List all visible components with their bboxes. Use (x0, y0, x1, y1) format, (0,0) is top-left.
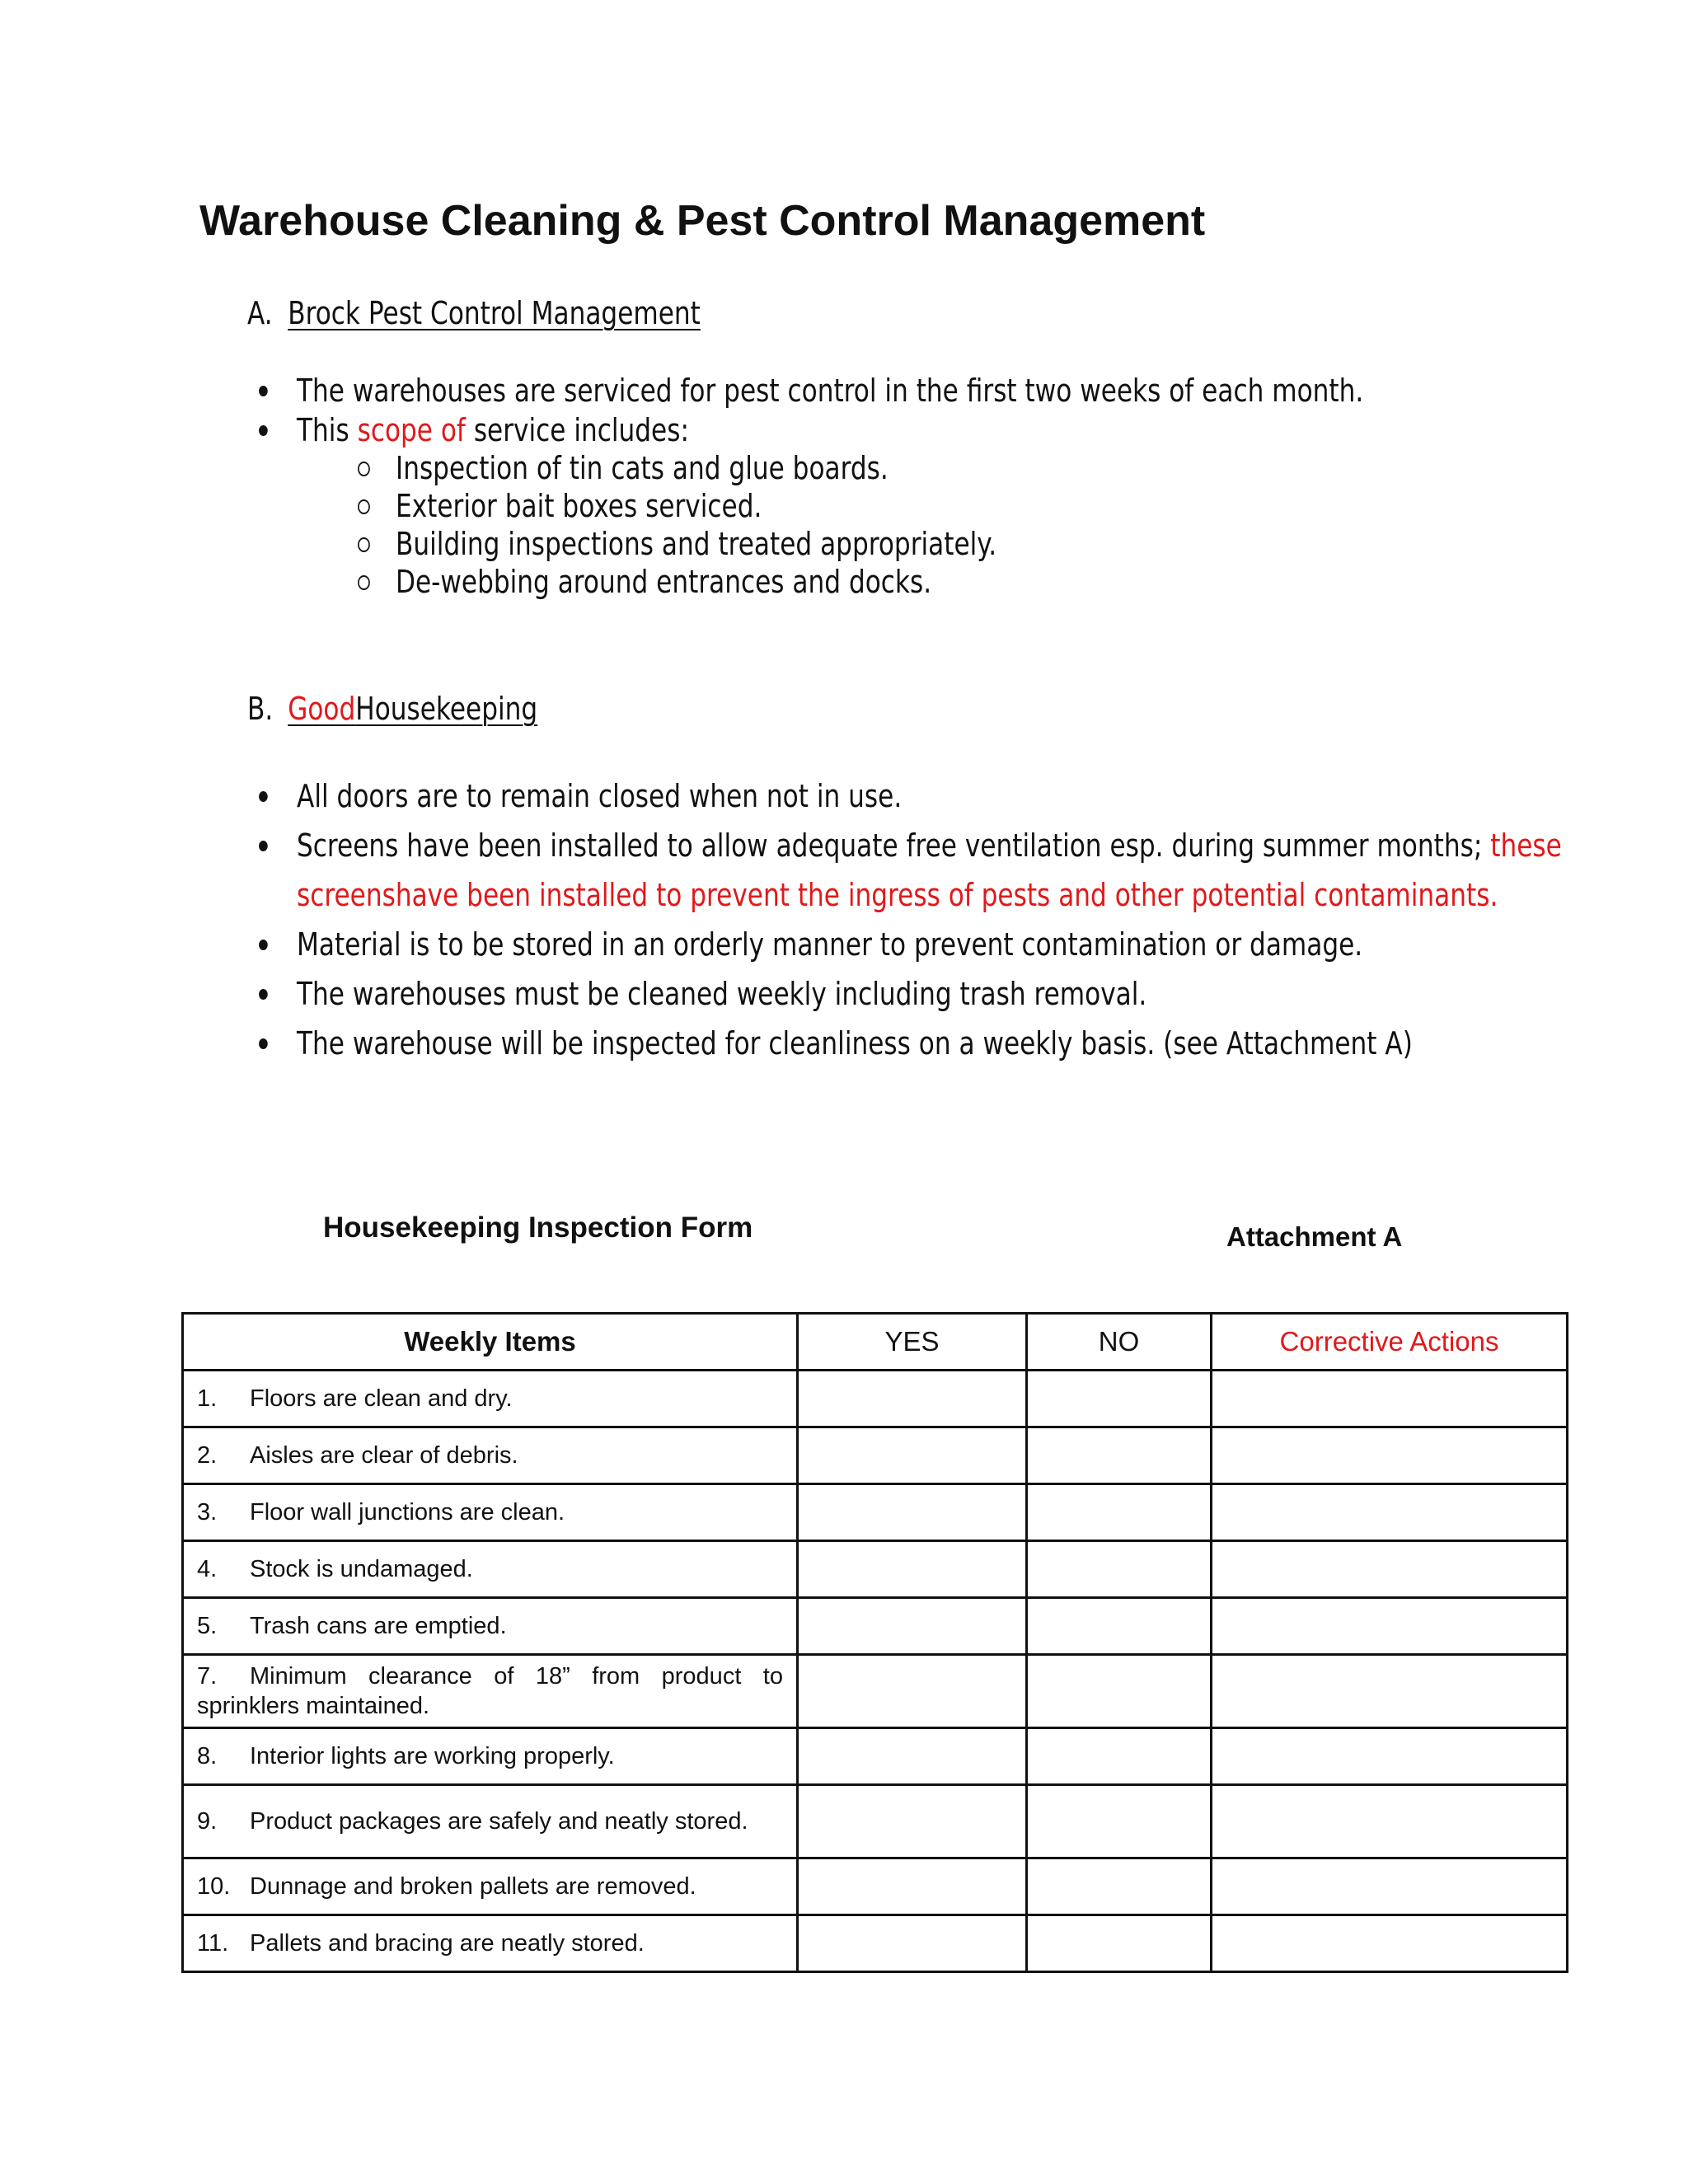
circle-bullet-icon (358, 575, 370, 590)
no-cell[interactable] (1027, 1728, 1212, 1785)
table-header-row (183, 1314, 1568, 1371)
page-title: Warehouse Cleaning & Pest Control Management (199, 197, 1206, 245)
table-row (183, 1655, 1568, 1728)
list-item: The warehouse will be inspected for cleanliness on a weekly basis. (see Attachment A) (297, 1025, 1413, 1062)
sub-list-item: De-webbing around entrances and docks. (396, 564, 931, 600)
item-cell: 3. Floor wall junctions are clean. (183, 1484, 798, 1541)
bullet-icon (259, 940, 268, 950)
col-header-no: NO (1027, 1314, 1212, 1371)
yes-cell[interactable] (798, 1427, 1027, 1484)
action-cell[interactable] (1212, 1541, 1568, 1598)
no-cell[interactable] (1027, 1427, 1212, 1484)
action-cell[interactable] (1212, 1371, 1568, 1427)
action-cell[interactable] (1212, 1598, 1568, 1655)
item-cell: 5. Trash cans are emptied. (183, 1598, 798, 1655)
list-item: All doors are to remain closed when not in use. (297, 778, 902, 814)
section-b-letter: B. (247, 691, 274, 727)
list-item: The warehouses are serviced for pest control in the first two weeks of each month. (297, 373, 1363, 409)
table-row (183, 1858, 1568, 1915)
bullet-icon (259, 791, 268, 802)
highlight-red: scope of (357, 412, 466, 448)
table-row (183, 1598, 1568, 1655)
circle-bullet-icon (358, 499, 370, 514)
form-title: Housekeeping Inspection Form (323, 1212, 753, 1244)
table-row (183, 1785, 1568, 1858)
table-row (183, 1427, 1568, 1484)
bullet-icon (259, 386, 268, 396)
item-cell: 11. Pallets and bracing are neatly stored. (183, 1915, 798, 1972)
action-cell[interactable] (1212, 1655, 1568, 1728)
list-item: Screens have been installed to allow adequate free ventilation esp. during summer months; these (297, 827, 1562, 864)
no-cell[interactable] (1027, 1541, 1212, 1598)
sub-list-item: Building inspections and treated appropriately. (396, 526, 996, 562)
item-cell: 1. Floors are clean and dry. (183, 1371, 798, 1427)
no-cell[interactable] (1027, 1655, 1212, 1728)
no-cell[interactable] (1027, 1858, 1212, 1915)
table-row (183, 1541, 1568, 1598)
yes-cell[interactable] (798, 1915, 1027, 1972)
bullet-icon (259, 425, 268, 436)
bullet-icon (259, 841, 268, 851)
table-row (183, 1915, 1568, 1972)
no-cell[interactable] (1027, 1484, 1212, 1541)
item-cell: 10. Dunnage and broken pallets are removed. (183, 1858, 798, 1915)
yes-cell[interactable] (798, 1655, 1027, 1728)
section-a-letter: A. (247, 295, 273, 331)
section-b-title: Housekeeping (355, 691, 538, 727)
yes-cell[interactable] (798, 1785, 1027, 1858)
col-header-actions: Corrective Actions (1212, 1314, 1568, 1371)
no-cell[interactable] (1027, 1371, 1212, 1427)
action-cell[interactable] (1212, 1785, 1568, 1858)
circle-bullet-icon (358, 537, 370, 552)
list-item: The warehouses must be cleaned weekly including trash removal. (297, 976, 1146, 1012)
sub-list-item: Exterior bait boxes serviced. (396, 488, 762, 524)
yes-cell[interactable] (798, 1371, 1027, 1427)
section-b-title-red: Good (288, 691, 356, 727)
no-cell[interactable] (1027, 1598, 1212, 1655)
list-item-continuation: screenshave been installed to prevent the ingress of pests and other potential contaminants. (297, 877, 1498, 913)
table-row (183, 1371, 1568, 1427)
item-cell: 4. Stock is undamaged. (183, 1541, 798, 1598)
item-cell: 9. Product packages are safely and neatly stored. (183, 1785, 798, 1858)
action-cell[interactable] (1212, 1728, 1568, 1785)
table-row (183, 1484, 1568, 1541)
inspection-table (181, 1312, 1568, 1973)
col-header-yes: YES (798, 1314, 1027, 1371)
yes-cell[interactable] (798, 1598, 1027, 1655)
no-cell[interactable] (1027, 1915, 1212, 1972)
item-cell: 7. Minimum clearance of 18” from product to sprinklers maintained. (183, 1655, 798, 1728)
item-cell: 2. Aisles are clear of debris. (183, 1427, 798, 1484)
section-a-title: Brock Pest Control Management (288, 295, 701, 331)
no-cell[interactable] (1027, 1785, 1212, 1858)
list-item: This scope of service includes: (297, 412, 689, 448)
sub-list-item: Inspection of tin cats and glue boards. (396, 450, 889, 486)
yes-cell[interactable] (798, 1541, 1027, 1598)
action-cell[interactable] (1212, 1858, 1568, 1915)
attachment-label: Attachment A (1226, 1221, 1403, 1252)
circle-bullet-icon (358, 462, 370, 476)
col-header-items: Weekly Items (183, 1314, 798, 1371)
action-cell[interactable] (1212, 1915, 1568, 1972)
table-row (183, 1728, 1568, 1785)
yes-cell[interactable] (798, 1858, 1027, 1915)
yes-cell[interactable] (798, 1484, 1027, 1541)
yes-cell[interactable] (798, 1728, 1027, 1785)
action-cell[interactable] (1212, 1427, 1568, 1484)
list-item: Material is to be stored in an orderly manner to prevent contamination or damage. (297, 926, 1362, 963)
item-cell: 8. Interior lights are working properly. (183, 1728, 798, 1785)
bullet-icon (259, 1038, 268, 1049)
action-cell[interactable] (1212, 1484, 1568, 1541)
bullet-icon (259, 989, 268, 1000)
